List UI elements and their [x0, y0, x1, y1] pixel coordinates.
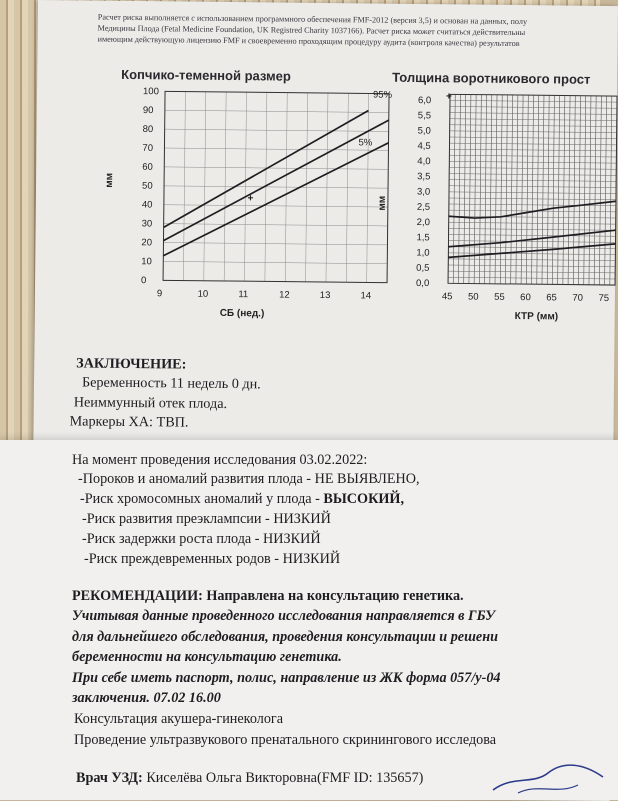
- disclaimer-line-1: Расчет риска выполняется с использованием программного обеспечения FMF-2012 (версия 3,5) и основан на данных, полу: [97, 12, 528, 27]
- y-tick-label: 6,0: [417, 95, 432, 107]
- y-tick-label: 3,5: [417, 171, 431, 183]
- crl-chart: [95, 83, 397, 326]
- y-tick-label: 40: [141, 199, 153, 211]
- conclusion-line-3: Маркеры ХА: ТВП.: [69, 413, 189, 431]
- y-tick-label: 60: [142, 161, 153, 173]
- y-tick-label: 5,5: [417, 110, 432, 122]
- x-tick-label: 13: [319, 289, 331, 302]
- finding-preeclampsia-risk: -Риск развития преэклампсии - НИЗКИЙ: [82, 511, 331, 527]
- recommendation-italic-2: для дальнейшего обследования, проведения консультации и решени: [72, 629, 498, 645]
- y-tick-label: 4,0: [417, 156, 431, 168]
- recommendation-plain-1: Консультация акушера-гинеколога: [74, 711, 284, 727]
- recommendation-italic-5: заключения. 07.02 16.00: [72, 690, 221, 706]
- x-tick-label: 65: [546, 292, 557, 304]
- y-tick-label: 4,5: [417, 140, 431, 152]
- finding-growth-restriction-risk: -Риск задержки роста плода - НИЗКИЙ: [82, 531, 321, 547]
- report-sheet-lower: [0, 440, 618, 800]
- y-tick-label: 70: [142, 142, 154, 154]
- series-line-5pct: [163, 140, 388, 258]
- x-tick-label: 50: [467, 291, 479, 303]
- x-tick-label: 12: [279, 289, 290, 301]
- measured-point-marker: +: [247, 193, 254, 205]
- conclusion-line-2: Неиммунный отек плода.: [73, 394, 228, 413]
- crl-x-axis-label: СБ (нед.): [219, 307, 265, 320]
- nt-y-axis-label: мм: [376, 195, 388, 211]
- y-tick-label: 2,5: [416, 201, 431, 213]
- crl-label-5: 5%: [358, 137, 373, 149]
- crl-label-95: 95%: [372, 89, 393, 101]
- signature-graphic: [488, 755, 608, 800]
- x-tick-label: 60: [520, 292, 531, 304]
- finding-chromosomal-risk: -Риск хромосомных аномалий у плода - ВЫСОКИЙ,: [80, 491, 404, 507]
- y-tick-label: 80: [142, 123, 154, 136]
- x-tick-label: 9: [156, 288, 163, 300]
- nt-chart-title: Толщина воротникового прост: [392, 69, 591, 87]
- y-tick-label: 2,0: [416, 217, 430, 229]
- y-tick-label: 1,5: [416, 232, 430, 244]
- nt-chart: [370, 86, 617, 329]
- measured-point-marker: +: [445, 91, 452, 103]
- y-tick-label: 0,5: [416, 262, 430, 274]
- recommendation-plain-2: Проведение ультразвукового пренатального скринингового исследова: [74, 732, 497, 748]
- y-tick-label: 0: [141, 275, 147, 287]
- x-tick-label: 10: [197, 288, 209, 300]
- x-tick-label: 55: [494, 291, 505, 303]
- recommendation-italic-1: Учитывая данные проведенного исследования направляется в ГБУ: [72, 608, 495, 624]
- x-tick-label: 11: [238, 289, 249, 301]
- findings-intro: На момент проведения исследования 03.02.2022:: [72, 452, 368, 468]
- y-tick-label: 0,0: [415, 277, 430, 290]
- crl-y-axis-label: мм: [104, 172, 116, 188]
- crl-chart-title: Копчико-теменной размер: [121, 66, 291, 84]
- disclaimer-line-3: имеющим действующую лицензию FMF и своевременно проходящим процедуру аудита (контроля качества) результатов: [97, 34, 520, 49]
- finding-malformations: -Пороков и аномалий развития плода - НЕ ВЫЯВЛЕНО,: [78, 471, 420, 487]
- y-tick-label: 30: [141, 218, 153, 230]
- doctor-line: Врач УЗД: Киселёва Ольга Викторовна(FMF ID: 135657): [76, 770, 424, 786]
- y-tick-label: 90: [142, 105, 154, 117]
- y-tick-label: 5,0: [417, 125, 431, 137]
- recommendation-italic-4: При себе иметь паспорт, полис, направление из ЖК форма 057/у-04: [72, 670, 501, 686]
- x-tick-label: 45: [441, 291, 453, 303]
- finding-preterm-birth-risk: -Риск преждевременных родов - НИЗКИЙ: [84, 551, 341, 567]
- x-tick-label: 75: [598, 292, 610, 304]
- y-tick-label: 20: [141, 237, 153, 249]
- x-tick-label: 14: [360, 290, 372, 302]
- nt-x-axis-label: КТР (мм): [514, 311, 559, 323]
- y-tick-label: 100: [142, 86, 159, 98]
- y-tick-label: 3,0: [416, 186, 431, 198]
- y-tick-label: 10: [141, 256, 152, 268]
- y-tick-label: 1,0: [416, 247, 430, 259]
- disclaimer-line-2: Медицины Плода (Fetal Medicine Foundation, UK Registred Charity 1037166). Расчет риска может считаться действительны: [97, 23, 526, 38]
- conclusion-line-1: Беременность 11 недель 0 дн.: [81, 374, 261, 393]
- x-tick-label: 70: [572, 292, 584, 304]
- recommendations-line-1: РЕКОМЕНДАЦИИ: Направлена на консультацию генетика.: [72, 588, 464, 604]
- conclusion-heading: ЗАКЛЮЧЕНИЕ:: [76, 355, 187, 373]
- y-tick-label: 50: [141, 180, 153, 192]
- recommendation-italic-3: беременности на консультацию генетика.: [72, 649, 342, 665]
